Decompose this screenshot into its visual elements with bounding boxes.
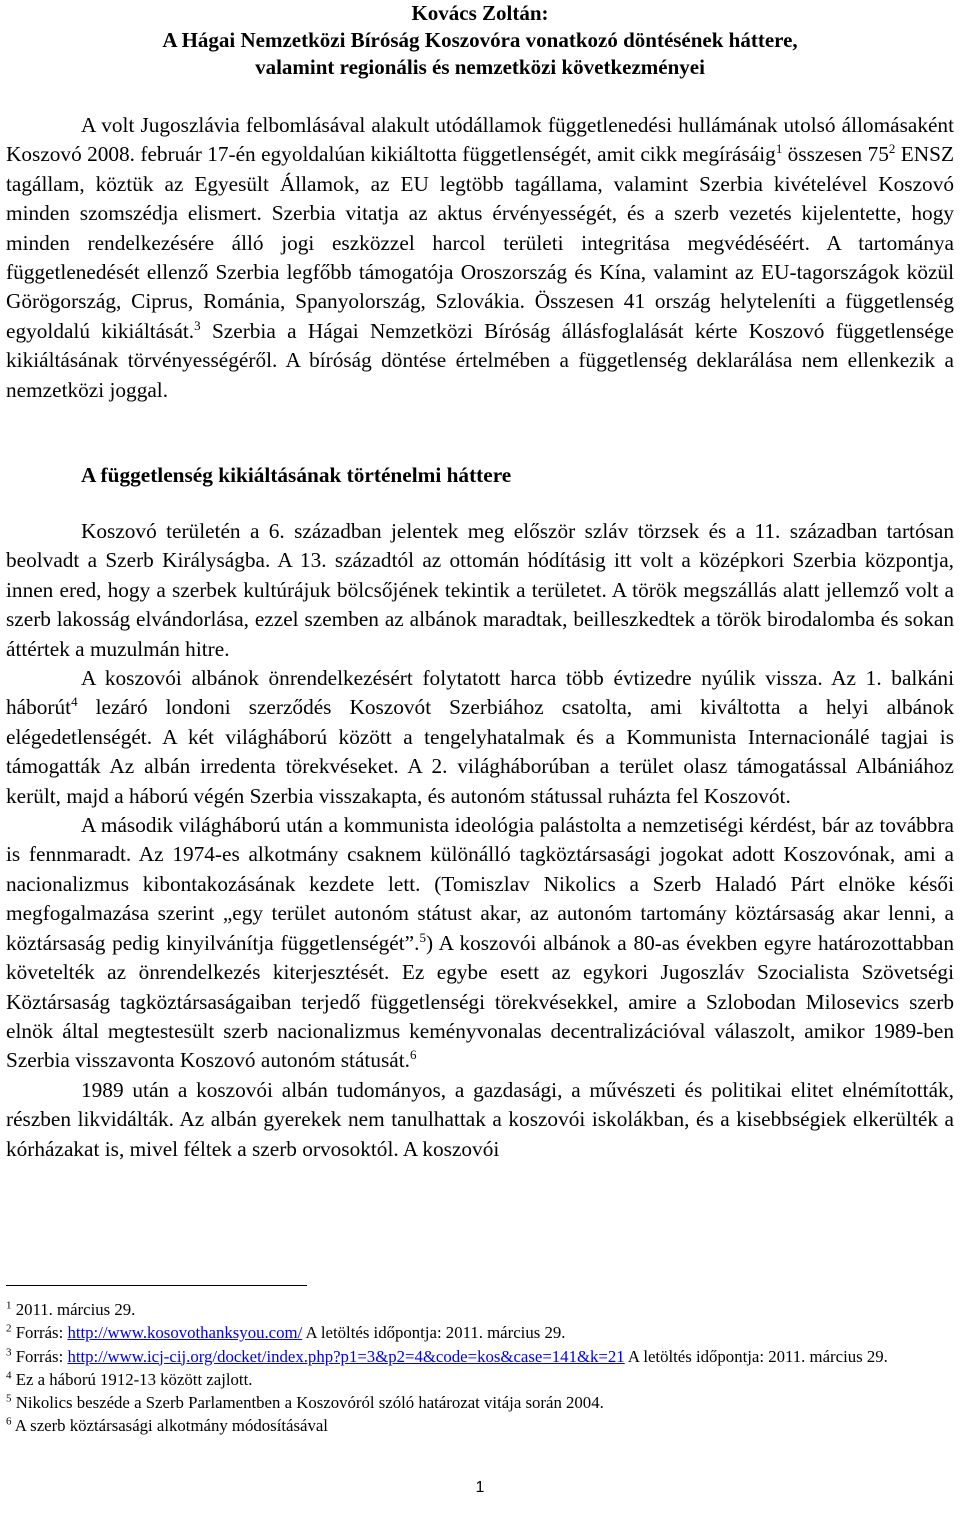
source-link[interactable]: http://www.icj-cij.org/docket/index.php?p1=3&p2=4&code=kos&case=141&k=21 <box>67 1346 625 1366</box>
title-line-2: valamint regionális és nemzetközi következményei <box>255 55 705 79</box>
paragraph-4: 1989 után a koszovói albán tudományos, a gazdasági, a művészeti és politikai elitet elnémították, részben likvidálták. Az albán gyerekek nem tanulhattak a koszovói iskolákban, és a kisebbségiek elkerülték a kórházakat is, mivel féltek a szerb orvosoktól. A koszovói <box>6 1077 954 1161</box>
section-body <box>6 517 954 1164</box>
footnote-separator <box>6 1285 307 1286</box>
footnote-text: Ez a háború 1912-13 között zajlott. <box>15 1369 253 1389</box>
footnote-6 <box>6 1414 954 1437</box>
footnote-number: 3 <box>6 1346 12 1358</box>
intro-paragraph <box>6 111 954 405</box>
intro-text-1: A volt Jugoszlávia felbomlásával alakult utódállamok függetlenedési hullámának utolsó állomásaként Koszovó 2008. február 17-én egyoldalúan kikiáltotta függetlenségét, amit cikk megírásáig <box>6 113 954 167</box>
paragraph-3-text-b: ) A koszovói albánok a 80-as években egyre határozottabban követelték az önrendelkezés kiterjesztését. Ez egybe esett az egykori Jugoszláv Szocialista Szövetségi Köztársaság tagköztársaságaiban terjedő függetlenségi törekvésekkel, amire a Szlobodan Milosevics szerb elnök által megtestesült szerb nacionalizmus keményvonalas decentralizációval válaszolt, amikor 1989-ben Szerbia visszavonta Koszovó autonóm státusát. <box>6 930 954 1073</box>
footnote-suffix: A letöltés időpontja: 2011. március 29. <box>302 1323 566 1343</box>
paragraph-3-text-a: A második világháború után a kommunista ideológia palástolta a nemzetiségi kérdést, bár az továbbra is fennmaradt. Az 1974-es alkotmány csaknem különálló tagköztársasági jogokat adott Koszovónak, ami a nacionalizmus kibontakozásának kezdete lett. (Tomiszlav Nikolics a Szerb Haladó Párt elnöke késői megfogalmazása szerint „egy terület autonóm státust akar, az autonóm tartomány köztársaság akar lenni, a köztársaság pedig kinyilvánítja függetlenségét”. <box>6 813 954 955</box>
paragraph-3 <box>6 811 954 1076</box>
footnote-number: 1 <box>6 1299 12 1312</box>
author-line: Kovács Zoltán: <box>411 1 549 25</box>
paragraph-2 <box>6 664 954 811</box>
footnote-number: 5 <box>6 1392 12 1405</box>
footnote-ref-5[interactable]: 5 <box>419 929 426 945</box>
footnote-4 <box>6 1368 954 1391</box>
paragraph-1: Koszovó területén a 6. században jelentek meg először szláv törzsek és a 11. században tartósan beolvadt a Szerb Királyságba. A 13. századtól az ottomán hódításig itt volt a középkori Szerbia központja, innen ered, hogy a szerbek kultúrájuk bölcsőjének tekintik a területet. A török megszállás alatt jellemző volt a szerb lakosság elvándorlása, ezzel szemben az albánok maradtak, beilleszkedtek a török birodalomba és sokan áttértek a muzulmán hitre. <box>6 519 954 661</box>
footnote-5 <box>6 1391 954 1414</box>
footnote-ref-3[interactable]: 3 <box>194 317 201 333</box>
footnote-text: 2011. március 29. <box>15 1300 136 1319</box>
footnote-ref-4[interactable]: 4 <box>71 694 78 710</box>
paragraph-2-text-a: A koszovói albánok önrendelkezésért folytatott harca több évtizedre nyúlik vissza. Az 1. balkáni háborút <box>6 666 954 720</box>
footnote-1 <box>6 1298 954 1321</box>
footnote-2 <box>6 1321 954 1344</box>
footnote-number: 6 <box>6 1415 12 1428</box>
intro-text-4: Szerbia a Hágai Nemzetközi Bíróság állásfoglalását kérte Koszovó függetlensége kikiáltásának törvényességéről. A bíróság döntése értelmében a függetlenség deklarálása nem ellenkezik a nemzetközi joggal. <box>6 318 954 402</box>
footnote-number: 4 <box>6 1369 12 1382</box>
footnote-text: A szerb köztársasági alkotmány módosításával <box>14 1416 328 1436</box>
intro-text-2: összesen 75 <box>782 142 889 167</box>
page-number: 1 <box>475 1479 485 1496</box>
title-line-1: A Hágai Nemzetközi Bíróság Koszovóra vonatkozó döntésének háttere, <box>162 28 798 52</box>
footnote-suffix: A letöltés időpontja: 2011. március 29. <box>624 1346 888 1366</box>
paragraph-2-text-b: lezáró londoni szerződés Koszovót Szerbiához csatolta, ami kiváltotta a helyi albánok elégedetlenségét. A két világháború között a tengelyhatalmak és a Kommunista Internacionálé tagjai is támogatták Az albán irredenta törekvéseket. A 2. világháborúban a terület olasz támogatással Albániához került, majd a háború végén Szerbia visszakapta, és autonóm státussal ruházta fel Koszovót. <box>6 695 954 808</box>
footnote-3 <box>6 1345 954 1368</box>
source-link[interactable]: http://www.kosovothanksyou.com/ <box>67 1323 303 1343</box>
footnote-ref-1[interactable]: 1 <box>775 141 783 157</box>
intro-block <box>6 111 954 405</box>
footnote-prefix: Forrás: <box>15 1346 68 1366</box>
footnote-ref-6[interactable]: 6 <box>409 1047 417 1063</box>
section-heading: A függetlenség kikiáltásának történelmi háttere <box>81 463 512 487</box>
footnote-ref-2[interactable]: 2 <box>888 141 896 157</box>
footnotes <box>6 1298 954 1438</box>
footnote-text: Nikolics beszéde a Szerb Parlamentben a Koszovóról szóló határozat vitája során 2004. <box>15 1393 604 1413</box>
footnote-number: 2 <box>6 1322 12 1335</box>
intro-text-3: ENSZ tagállam, köztük az Egyesült Államok, az EU legtöbb tagállama, valamint Szerbia kivételével Koszovó minden szomszédja elismert. Szerbia vitatja az aktus érvényességét, és a szerb vezetés kijelentette, hogy minden rendelkezésére álló jogi eszközzel harcol területi integritása megvédéséért. A tartománya függetlenedését ellenző Szerbia legfőbb támogatója Oroszország és Kína, valamint az EU-tagországok közül Görögország, Ciprus, Románia, Spanyolország, Szlovákia. Összesen 41 ország helyteleníti a függetlenség egyoldalú kikiáltását. <box>6 142 954 343</box>
footnote-prefix: Forrás: <box>15 1323 68 1343</box>
